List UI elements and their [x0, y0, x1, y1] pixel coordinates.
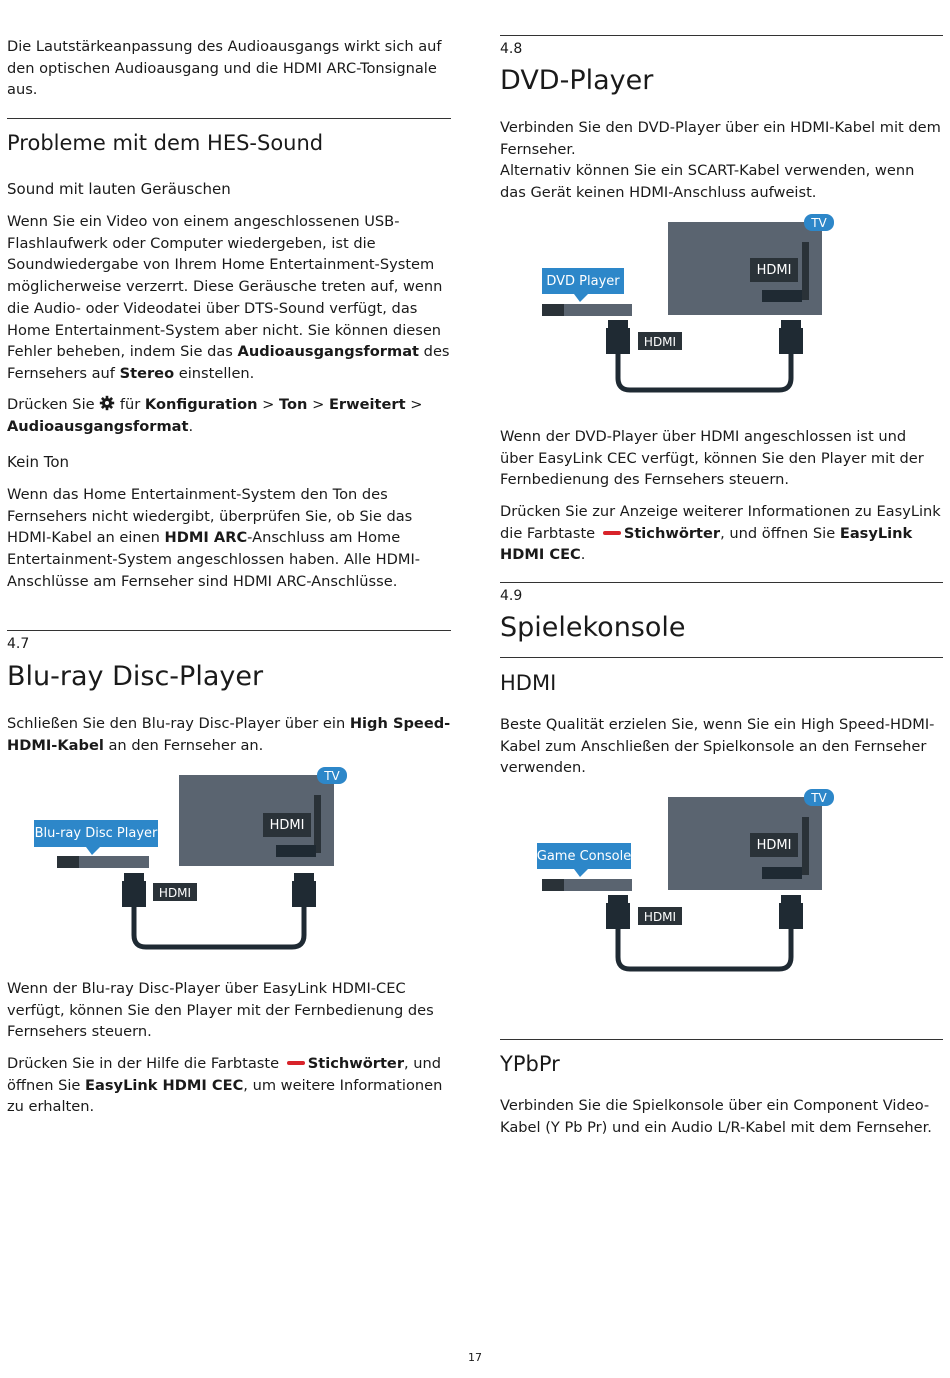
dvd-title: DVD-Player [500, 65, 654, 96]
ypbpr-title: YPbPr [500, 1052, 560, 1076]
hdmi-plug-left-top [608, 895, 628, 903]
hdmi-plug-right [292, 881, 316, 907]
tv-badge [804, 789, 834, 806]
device-front-panel [57, 856, 79, 868]
cable-label: HDMI [158, 886, 192, 900]
hdmi-plug-right-top [781, 895, 801, 903]
game-title: Spielekonsole [500, 612, 686, 643]
dvd-paragraph-3: Drücken Sie zur Anzeige weiterer Informationen zu EasyLink die Farbtaste Stichwörter, und öffnen Sie EasyLink HDMI CEC. [500, 503, 941, 564]
device-label: Game Console [536, 849, 632, 864]
hdmi-plug-left [122, 881, 146, 907]
hes-paragraph-3: Wenn das Home Entertainment-System den Ton des Fernsehers nicht wiedergibt, überprüfen Sie, ob Sie das HDMI-Kabel an einen HDMI ARC-Anschluss am Home Entertainment-System angeschlossen haben. Alle HDMI-Anschlüsse am Fernseher sind HDMI ARC-Anschlüsse. [7, 486, 421, 590]
cable-label: HDMI [643, 910, 677, 924]
game-hdmi-title: HDMI [500, 671, 557, 695]
tv-badge-label: TV [811, 216, 827, 230]
hdmi-plug-right-top [781, 320, 801, 328]
dvd-paragraph-1a: Verbinden Sie den DVD-Player über ein HDMI-Kabel mit dem Fernseher. [500, 119, 941, 158]
hdmi-plug-left [606, 328, 630, 354]
device-label: DVD Player [546, 274, 620, 289]
bluray-paragraph-3: Drücken Sie in der Hilfe die Farbtaste Stichwörter, und öffnen Sie EasyLink HDMI CEC, um weitere Informationen zu erhalten. [7, 1055, 443, 1116]
tv-port-panel [802, 817, 809, 875]
device-label-pointer [574, 869, 588, 877]
hdmi-cable [618, 354, 791, 390]
hes-paragraph-1: Wenn Sie ein Video von einem angeschlossenen USB-Flashlaufwerk oder Computer wiedergeben, ist die Soundwiedergabe von Ihrem Home Entertainment-System möglicherweise verzerrt. Diese Geräusche treten auf, wenn die Audio- oder Videodatei über DTS-Sound verfügt, das Home Entertainment-System aber nicht. Sie können diesen Fehler beheben, indem Sie das Audioausgangsformat des Fernsehers auf Stereo einstellen. [7, 213, 450, 382]
game-connection-diagram [535, 787, 840, 977]
hdmi-plug-right [779, 903, 803, 929]
device-front-panel [542, 304, 564, 316]
section-divider [500, 1039, 943, 1040]
tv-hdmi-label: HDMI [756, 263, 792, 278]
tv-hdmi-port [762, 867, 802, 879]
ypbpr-paragraph: Verbinden Sie die Spielkonsole über ein Component Video-Kabel (Y Pb Pr) und ein Audio L/R-Kabel mit dem Fernseher. [500, 1097, 932, 1136]
red-key-icon [603, 531, 621, 535]
gear-icon [99, 395, 115, 411]
tv-badge [804, 214, 834, 231]
section-divider [500, 657, 943, 658]
red-key-icon [287, 1061, 305, 1065]
section-number: 4.8 [500, 41, 523, 57]
dvd-connection-diagram [540, 212, 840, 397]
section-number: 4.9 [500, 588, 523, 604]
section-number: 4.7 [7, 636, 30, 652]
hdmi-plug-left-top [608, 320, 628, 328]
tv-badge-label: TV [324, 769, 340, 783]
bluray-title: Blu-ray Disc-Player [7, 661, 264, 692]
tv-hdmi-label: HDMI [269, 818, 305, 833]
hes-title: Probleme mit dem HES-Sound [7, 131, 324, 155]
game-paragraph-1: Beste Qualität erzielen Sie, wenn Sie ein High Speed-HDMI-Kabel zum Anschließen der Spielkonsole an den Fernseher verwenden. [500, 716, 935, 777]
page-number: 17 [468, 1351, 482, 1364]
intro-paragraph: Die Lautstärkeanpassung des Audioausgangs wirkt sich auf den optischen Audioausgang und die HDMI ARC-Tonsignale aus. [7, 38, 442, 99]
hes-sub-noise: Sound mit lauten Geräuschen [7, 180, 231, 198]
tv-hdmi-port [276, 845, 316, 857]
tv-port-panel [802, 242, 809, 300]
hdmi-cable [134, 907, 304, 947]
hdmi-plug-right [779, 328, 803, 354]
dvd-paragraph-1b: Alternativ können Sie ein SCART-Kabel verwenden, wenn das Gerät keinen HDMI-Anschluss aufweist. [500, 162, 915, 201]
hdmi-plug-right-top [294, 873, 314, 881]
tv-hdmi-label: HDMI [756, 838, 792, 853]
section-divider [500, 582, 943, 583]
dvd-paragraph-2: Wenn der DVD-Player über HDMI angeschlossen ist und über EasyLink CEC verfügt, können Sie den Player mit der Fernbedienung des Fernsehers steuern. [500, 428, 924, 489]
tv-hdmi-port [762, 290, 802, 302]
device-label-pointer [574, 294, 588, 302]
section-divider [500, 35, 943, 36]
device-label: Blu-ray Disc Player [34, 826, 158, 841]
section-divider [7, 118, 451, 119]
hdmi-cable [618, 929, 791, 969]
hdmi-plug-left-top [124, 873, 144, 881]
bluray-paragraph-1: Schließen Sie den Blu-ray Disc-Player über ein High Speed-HDMI-Kabel an den Fernseher an. [7, 715, 451, 754]
section-divider [7, 630, 451, 631]
tv-port-panel [314, 795, 321, 853]
hes-sub-no-sound: Kein Ton [7, 453, 70, 471]
device-label-pointer [86, 847, 100, 855]
tv-badge [317, 767, 347, 784]
cable-label: HDMI [643, 335, 677, 349]
bluray-paragraph-2: Wenn der Blu-ray Disc-Player über EasyLink HDMI-CEC verfügt, können Sie den Player mit der Fernbedienung des Fernsehers steuern. [7, 980, 434, 1041]
device-front-panel [542, 879, 564, 891]
bluray-connection-diagram [24, 765, 354, 955]
hes-paragraph-2: Drücken Sie für Konfiguration > Ton > Erweitert > Audioausgangsformat. [7, 396, 423, 435]
tv-badge-label: TV [811, 791, 827, 805]
hdmi-plug-left [606, 903, 630, 929]
